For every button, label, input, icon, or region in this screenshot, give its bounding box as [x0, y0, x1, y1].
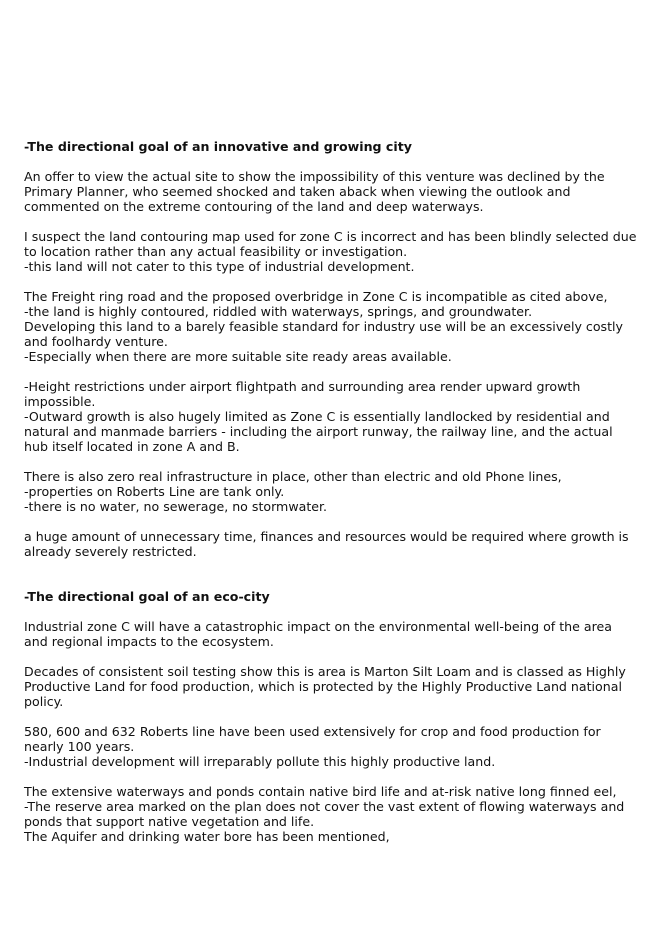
text-line: already severely restricted.: [24, 544, 197, 559]
paragraph: [24, 664, 636, 709]
text-line: -Industrial development will irreparably pollute this highly productive land.: [24, 754, 496, 769]
text-line: -The reserve area marked on the plan does not cover the vast extent of flowing waterways and: [24, 799, 625, 814]
text-line: An offer to view the actual site to show the impossibility of this venture was declined by the: [24, 169, 605, 184]
paragraph: [24, 379, 636, 454]
text-line: nearly 100 years.: [24, 739, 135, 754]
text-line: Industrial zone C will have a catastrophic impact on the environmental well-being of the area: [24, 619, 612, 634]
paragraph: [24, 469, 636, 514]
text-line: Productive Land for food production, which is protected by the Highly Productive Land national: [24, 679, 622, 694]
paragraph: [24, 229, 636, 274]
text-line: hub itself located in zone A and B.: [24, 439, 240, 454]
text-line: commented on the extreme contouring of the land and deep waterways.: [24, 199, 484, 214]
paragraph: [24, 619, 636, 649]
text-line: I suspect the land contouring map used for zone C is incorrect and has been blindly selected due: [24, 229, 637, 244]
text-line: The Freight ring road and the proposed overbridge in Zone C is incompatible as cited above,: [24, 289, 608, 304]
text-line: -Outward growth is also hugely limited as Zone C is essentially landlocked by residential and: [24, 409, 610, 424]
paragraph: [24, 169, 636, 214]
section-heading-innovative-city: -The directional goal of an innovative and growing city: [24, 139, 412, 154]
text-line: -there is no water, no sewerage, no stormwater.: [24, 499, 328, 514]
text-line: -the land is highly contoured, riddled with waterways, springs, and groundwater.: [24, 304, 533, 319]
text-line: a huge amount of unnecessary time, finances and resources would be required where growth is: [24, 529, 629, 544]
text-line: and foolhardy venture.: [24, 334, 168, 349]
text-line: and regional impacts to the ecosystem.: [24, 634, 274, 649]
section-heading-eco-city: -The directional goal of an eco-city: [24, 589, 270, 604]
text-line: -properties on Roberts Line are tank only.: [24, 484, 285, 499]
text-line: There is also zero real infrastructure in place, other than electric and old Phone lines,: [24, 469, 562, 484]
paragraph: [24, 289, 636, 364]
text-line: Primary Planner, who seemed shocked and taken aback when viewing the outlook and: [24, 184, 571, 199]
text-line: -this land will not cater to this type of industrial development.: [24, 259, 415, 274]
paragraph: [24, 529, 636, 559]
document-page: [24, 139, 636, 844]
text-line: ponds that support native vegetation and life.: [24, 814, 315, 829]
paragraph: [24, 784, 636, 844]
paragraph: [24, 724, 636, 769]
text-line: natural and manmade barriers - including the airport runway, the railway line, and the actual: [24, 424, 613, 439]
text-line: to location rather than any actual feasibility or investigation.: [24, 244, 408, 259]
text-line: 580, 600 and 632 Roberts line have been used extensively for crop and food production for: [24, 724, 601, 739]
text-line: -Especially when there are more suitable site ready areas available.: [24, 349, 452, 364]
text-line: Decades of consistent soil testing show this is area is Marton Silt Loam and is classed as Highly: [24, 664, 626, 679]
text-line: -Height restrictions under airport flightpath and surrounding area render upward growth: [24, 379, 581, 394]
text-line: impossible.: [24, 394, 96, 409]
text-line: Developing this land to a barely feasible standard for industry use will be an excessively costly: [24, 319, 623, 334]
text-line: The Aquifer and drinking water bore has been mentioned,: [24, 829, 390, 844]
text-line: policy.: [24, 694, 64, 709]
text-line: The extensive waterways and ponds contain native bird life and at-risk native long finned eel,: [24, 784, 617, 799]
